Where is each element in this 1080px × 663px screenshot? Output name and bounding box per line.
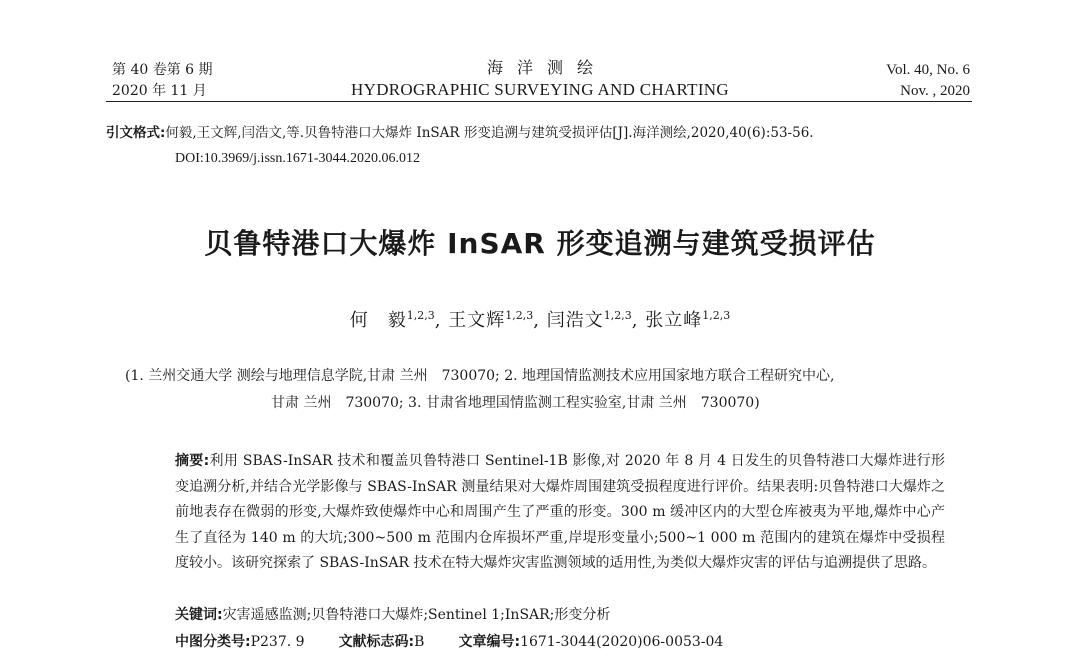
author[interactable]: 王文辉$^{1,2,3}$ bbox=[448, 309, 534, 331]
clc-label: 中图分类号: bbox=[175, 634, 251, 650]
affiliation-line: 甘肃 兰州 730070; 3. 甘肃省地理国情监测工程实验室,甘肃 兰州 730070) bbox=[271, 395, 760, 411]
doc-code-value: B bbox=[414, 634, 425, 650]
keywords-text: 灾害遥感监测;贝鲁特港口大爆炸;Sentinel 1;InSAR;形变分析 bbox=[222, 607, 611, 623]
classification-line bbox=[175, 630, 723, 655]
issue-cn: 第 40 卷第 6 期 bbox=[112, 62, 213, 78]
article-id-value: 1671-3044(2020)06-0053-04 bbox=[520, 634, 724, 650]
author[interactable]: 张立峰$^{1,2,3}$ bbox=[645, 309, 731, 331]
citation-label: 引文格式: bbox=[106, 125, 166, 141]
date-en: Nov. , 2020 bbox=[900, 83, 970, 99]
journal-name-en: HYDROGRAPHIC SURVEYING AND CHARTING bbox=[351, 80, 729, 99]
author-list: 何 毅$^{1,2,3}$, 王文辉$^{1,2,3}$, 闫浩文$^{1,2,3}$, 张立峰$^{1,2,3}$ bbox=[349, 309, 731, 331]
article-id-label: 文章编号: bbox=[458, 634, 521, 650]
author[interactable]: 何 毅$^{1,2,3}$ bbox=[349, 309, 435, 331]
doc-code-label: 文献标志码: bbox=[338, 634, 415, 650]
affiliations bbox=[125, 363, 975, 417]
citation-text: 何毅,王文辉,闫浩文,等.贝鲁特港口大爆炸 InSAR 形变追溯与建筑受损评估[J].海洋测绘,2020,40(6):53-56. bbox=[165, 125, 814, 141]
abstract-label: 摘要: bbox=[175, 453, 210, 469]
header-rule bbox=[106, 101, 972, 102]
paper-title: 贝鲁特港口大爆炸 InSAR 形变追溯与建筑受损评估 bbox=[204, 227, 876, 260]
journal-name-cn: 海洋测绘 bbox=[486, 58, 607, 77]
issue-en: Vol. 40, No. 6 bbox=[886, 62, 970, 78]
date-cn: 2020 年 11 月 bbox=[112, 83, 207, 99]
clc-value: P237. 9 bbox=[250, 634, 305, 650]
header-right bbox=[886, 60, 970, 102]
doi[interactable]: DOI:10.3969/j.issn.1671-3044.2020.06.012 bbox=[175, 151, 420, 166]
citation bbox=[106, 121, 986, 146]
affiliation-line: (1. 兰州交通大学 测绘与地理信息学院,甘肃 兰州 730070; 2. 地理国情监测技术应用国家地方联合工程研究中心, bbox=[125, 368, 835, 384]
author[interactable]: 闫浩文$^{1,2,3}$ bbox=[546, 309, 632, 331]
abstract-text: 利用 SBAS-InSAR 技术和覆盖贝鲁特港口 Sentinel-1B 影像,对 2020 年 8 月 4 日发生的贝鲁特港口大爆炸进行形变追溯分析,并结合光学影像与 SBAS-InSAR 测量结果对大爆炸周围建筑受损程度进行评价。结果表明:贝鲁特港口大爆炸之前地表存在微弱的形变,大爆炸致使爆炸中心和周围产生了严重的形变。300 m 缓冲区内的大型仓库被夷为平地,爆炸中心产生了直径为 140 m 的大坑;300~500 m 范围内仓库损坏严重,岸堤形变量小;500~1 000 m 范围内的建筑在爆炸中受损程度较小。该研究探索了 SBAS-InSAR 技术在特大爆炸灾害监测领域的适用性,为类似大爆炸灾害的评估与追溯提供了思路。 bbox=[175, 453, 945, 571]
keywords bbox=[175, 603, 610, 628]
keywords-label: 关键词: bbox=[175, 607, 223, 623]
abstract bbox=[175, 449, 945, 577]
